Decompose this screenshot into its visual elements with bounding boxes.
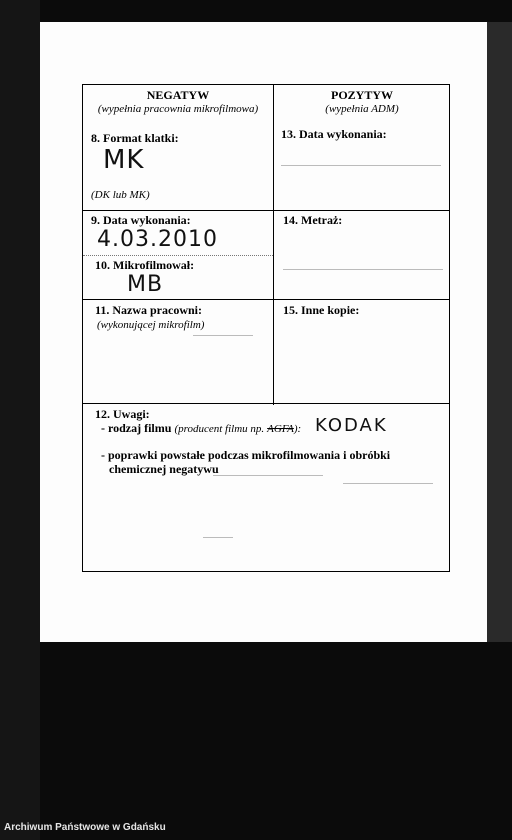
column-divider <box>273 85 274 405</box>
format-hint: (DK lub MK) <box>91 189 150 201</box>
row-divider-2 <box>83 299 449 300</box>
metraz-label: 14. Metraż: <box>283 213 343 227</box>
faint-line <box>283 269 443 270</box>
format-label: 8. Format klatki: <box>91 131 179 145</box>
negatyw-date-value-handwritten: 4.03.2010 <box>97 227 218 252</box>
poprawki-line-1: - poprawki powstałe podczas mikrofilmowania i obróbki <box>101 448 391 462</box>
mikrofilmowal-value-handwritten: MB <box>127 272 164 297</box>
faint-line <box>281 165 441 166</box>
pozytyw-date-label: 13. Data wykonania: <box>281 127 387 141</box>
scan-right-border <box>487 22 512 642</box>
faint-line <box>343 483 433 484</box>
film-type-hint-end: ): <box>293 423 302 435</box>
pracownia-hint: (wykonującej mikrofilm) <box>97 319 205 331</box>
faint-line <box>213 475 323 476</box>
negatyw-subtitle: (wypełnia pracownia mikrofilmowa) <box>97 103 259 115</box>
row-divider-dotted <box>83 255 273 256</box>
mikrofilmowal-label: 10. Mikrofilmował: <box>95 258 195 272</box>
row-divider-1 <box>83 210 449 211</box>
pozytyw-title: POZYTYW <box>330 88 393 102</box>
uwagi-label: 12. Uwagi: <box>95 407 150 421</box>
film-type-row <box>101 421 301 436</box>
film-type-hint: (producent filmu np. <box>174 423 265 435</box>
poprawki-line-2: chemicznej negatywu <box>109 462 219 476</box>
scan-left-border <box>0 0 40 840</box>
negatyw-date-label: 9. Data wykonania: <box>91 213 191 227</box>
archive-footer: Archiwum Państwowe w Gdańsku <box>4 822 166 833</box>
pracownia-label: 11. Nazwa pracowni: <box>95 303 202 317</box>
faint-line <box>193 335 253 336</box>
film-type-value-handwritten: KODAK <box>315 415 388 436</box>
faint-line <box>203 537 233 538</box>
pozytyw-subtitle: (wypełnia ADM) <box>325 103 399 115</box>
microfilm-form <box>82 84 450 572</box>
film-type-hint-struck: AGFA <box>267 423 294 435</box>
kopie-label: 15. Inne kopie: <box>283 303 360 317</box>
row-divider-3 <box>83 403 449 404</box>
film-type-label: - rodzaj filmu <box>101 421 172 435</box>
format-value-handwritten: MK <box>103 145 145 175</box>
negatyw-title: NEGATYW <box>146 88 210 102</box>
